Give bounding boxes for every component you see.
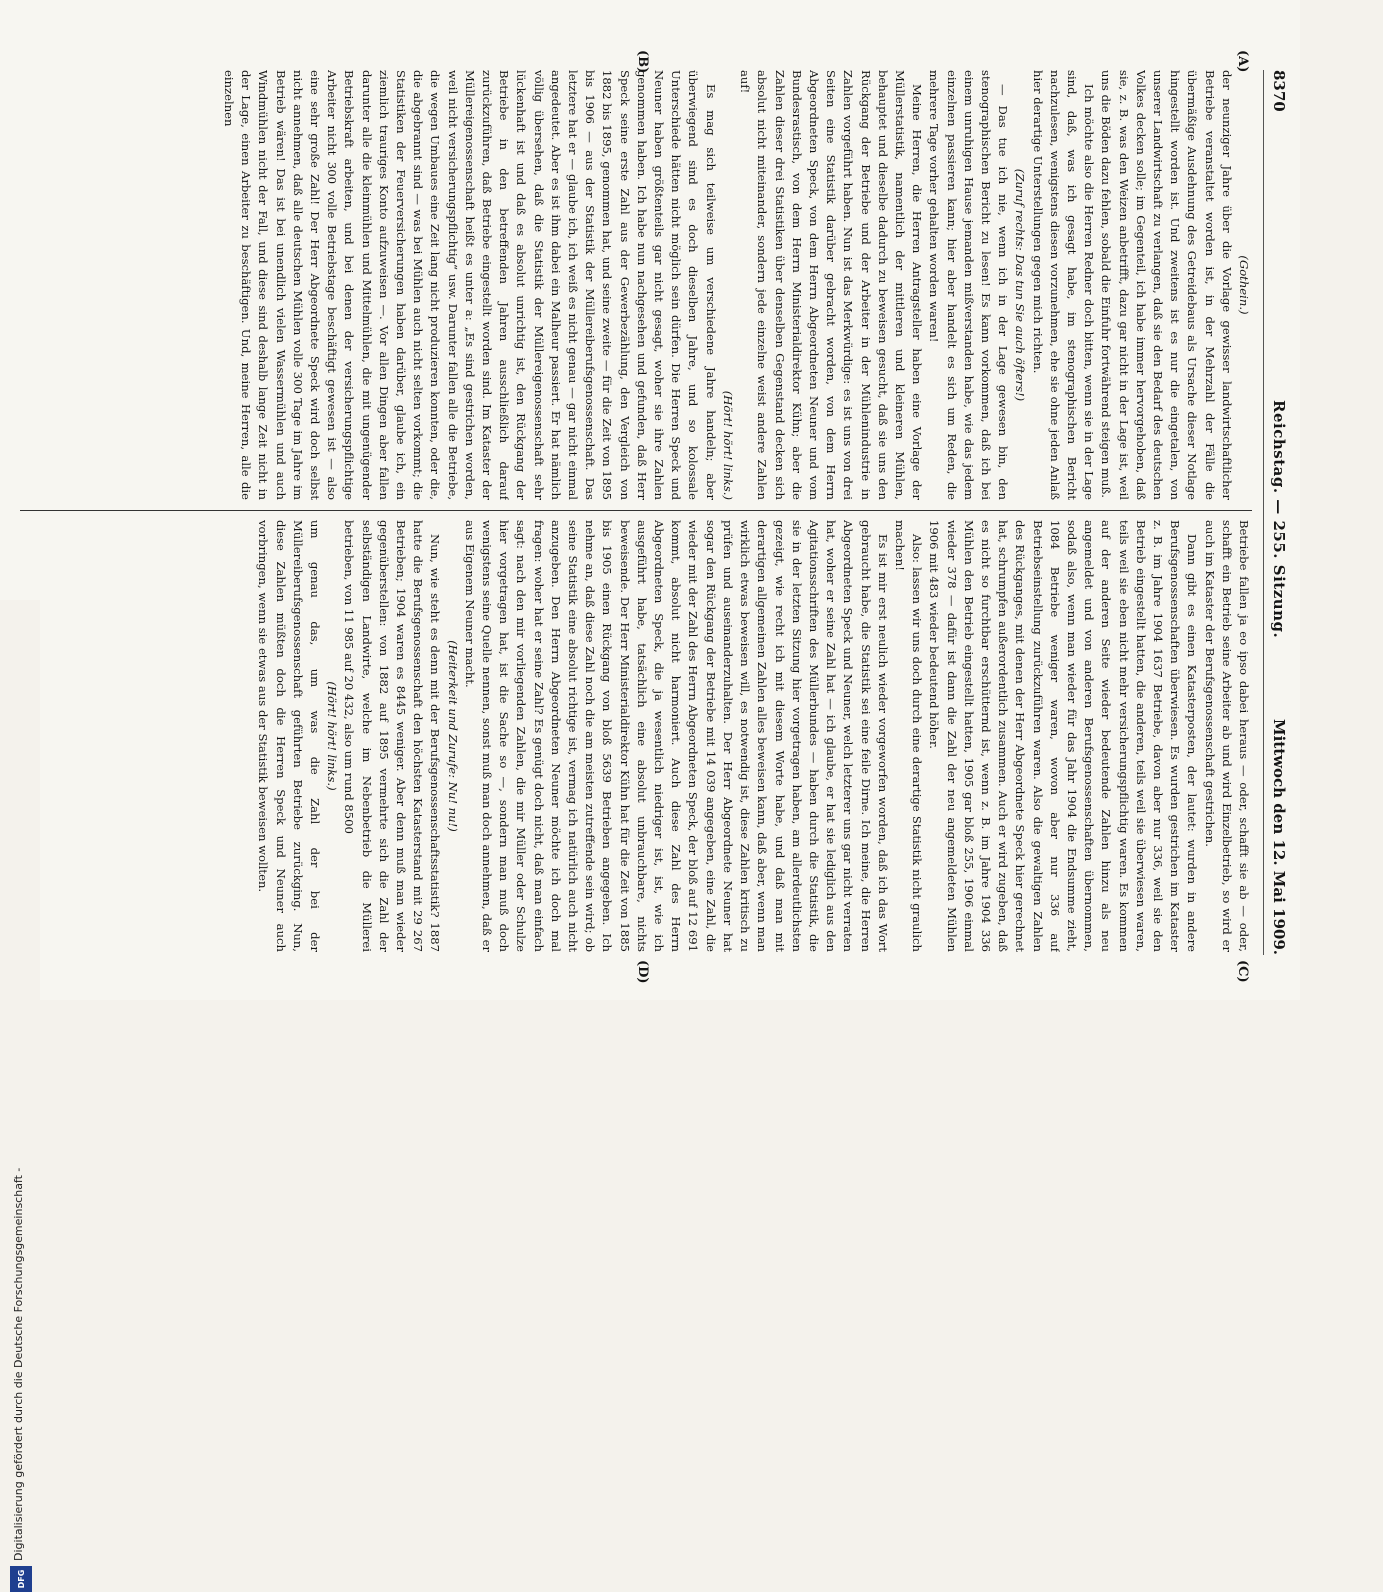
margin-marker-c: (C) <box>1235 960 1250 983</box>
paragraph: der neunziger Jahre über die Vorlage gewisser landwirtschaftlicher Betriebe veranstaltet worden ist, in der Mehrzahl der Fälle die übermäßige Ausdehnung des Getreidebaus als Ursache dieser Notlage hingestellt worden ist. Und zweitens ist es nur die eingetalen, von unserer Landwirtschaft zu verlangen, daß sie den Bedarf des deutschen Volkes decken solle; im Gegenteil, ich habe immer hervorgehoben, daß sie, z. B. was den Weizen anbetrifft, dazu gar nicht in der Lage ist, weil uns die Böden dazu fehlen, sobald die Einfuhr fortwährend steigen muß. <box>1099 70 1234 500</box>
interjection: (Hört! hört! links.) <box>720 390 735 500</box>
session-date: Mittwoch den 12. Mai 1909. <box>1270 718 1288 955</box>
paragraph: Betriebe fallen ja eo ipso dabei heraus — oder, schafft sie ab — oder, schafft ein Betrieb seine Arbeiter ab und wird Einzelbetrieb, so wird er auch im Kataster der Berufsgenossenschaft gestrichen. <box>1202 520 1251 952</box>
paragraph: — Das tue ich nie, wenn ich in der Lage gewesen bin, den stenographischen Bericht zu lesen! Es kann vorkommen, daß ich bei einem unruhigen Hause jemanden mißverstanden habe, wie das jedem einzelnen passieren kann; hier aber handelt es sich um Reden, die mehrere Tage vorher gehalten worden waren! <box>927 70 1011 500</box>
paragraph: Meine Herren, die Herren Antragsteller haben eine Vorlage der Müllerstatistik, namentlich der mittleren und kleineren Mühlen, behauptet und dieselbe dadurch zu beweisen gesucht, daß sie uns den Rückgang der Betriebe und der Arbeiter in der Mühlenindustrie in Zahlen vorgeführt haben. Nun ist das Merkwürdige: es ist uns von drei Seiten eine Statistik darüber gebracht worden, von dem Herrn Abgeordneten Speck, von dem Herrn Abgeordneten Neuner und vom Bundesrastisch, von dem Herrn Ministerialdirektor Kühn; aber die Zahlen dieser drei Statistiken über denselben Gegenstand decken sich absolut nicht miteinander, sondern jede einzelne weist andere Zahlen auf! <box>738 70 925 500</box>
interjection: (Heiterkeit und Zurufe: Nu! nu!) <box>445 640 460 832</box>
paragraph: Also: lassen wir uns doch durch eine derartige Statistik nicht graulich machen! <box>892 520 925 952</box>
speaker-label: (Gothein.) <box>1237 255 1251 315</box>
interjection: (Zuruf rechts: Das tun Sie auch öfters!) <box>1013 168 1028 402</box>
credit-sidebar <box>0 600 40 1589</box>
dfg-logo-icon: DFG <box>10 1566 32 1592</box>
page-number: 8370 <box>1270 70 1288 112</box>
paragraph: Es mag sich teilweise um verschiedene Jahre handeln; aber überwiegend sind es doch dieselben Jahre, und so kolossale Unterschiede hätten nicht möglich sein dürfen. Die Herren Speck und Neuner haben größtenteils gar nicht gesagt, woher sie ihre Zahlen genommen haben. Ich habe nun nachgesehen und gefunden, daß Herr Speck seine erste Zahl aus der Gewerbezählung, den Vergleich von 1882 bis 1895, genommen hat, und seine zweite — für die Zeit von 1895 bis 1906 — aus der Statistik der Müllereiberufsgenossenschaft. Das letztere hat er — glaube ich, ich weiß es nicht genau — gar nicht einmal angedeutet. Aber es ist ihm dabei ein Malheur passiert. Er hat nämlich völlig übersehen, daß die Statistik der Müllereigenossenschaft sehr lückenhaft ist und daß es absolut unrichtig ist, den Rückgang der Betriebe in den betreffenden Jahren ausschließlich darauf zurückzuführen, daß Betriebe eingestellt worden sind. Im Kataster der Müllereigenossenschaft heißt es unter a: „Es sind gestrichen worden, weil nicht versicherungspflichtig“ usw. Darunter fallen alle die Betriebe, die wegen Umbaues eine Zeit lang nicht produzieren konnten, oder die, die abgebrannt sind — was bei Mühlen auch nicht selten vorkommt; die Statistiken der Feuerversicherungen haben darüber, glaube ich, ein ziemlich trauriges Konto aufzuweisen —. Vor allen Dingen aber fallen darunter alle die kleinmühlen und Mittelmühlen, die mit ungenügender Betriebskraft arbeiten, und bei denen der versicherungspflichtige Arbeiter nicht 300 volle Betriebstage beschäftigt gewesen ist — also eine sehr große Zahl! Der Herr Abgeordnete Speck wird doch selbst nicht annehmen, daß alle deutschen Mühlen volle 300 Tage im Jahre im Betrieb wären! Das ist bei unendlich vielen Wassermühlen und auch Windmühlen nicht der Fall, und diese sind deshalb lange Zeit nicht in der Lage, einen Arbeiter zu beschäftigen. Und, meine Herren, alle die einzelnen <box>222 70 718 500</box>
paragraph: um genau das, um was die Zahl der bei der Müllereiberufsgenossenschaft geführten Betriebe zurückging. Nun, diese Zahlen müßten doch die Herren Speck und Neuner auch vorbringen, wenn sie etwas aus der Statistik beweisen wollten. <box>256 520 323 952</box>
paragraph: Nun, wie steht es denn mit der Berufsgenossenschaftsstatistik? 1887 hatte die Berufsgenossenschaft den höchsten Katasterstand mit 29 267 Betrieben; 1904 waren es 8445 weniger. Aber denn muß man wieder gegenüberstellen: von 1882 auf 1895 vermehrte sich die Zahl der selbständigen Landwirte, welche im Nebenbetrieb die Müllerei betrieben, von 11 985 auf 20 432, also um rund 8500 <box>342 520 443 952</box>
paragraph: Ich möchte also die Herren Redner doch bitten, wenn sie in der Lage sind, daß, was ich gesagt habe, im stenographischen Bericht nachzulesen, wenigstens diesen vorzunehmen, ehe sie ohne jeden Anlaß hier derartige Unterstellungen gegen mich richten. <box>1030 70 1097 500</box>
paragraph: Dann gibt es einen Katasterposten, der lautet: wurden in andere Berufsgenossenschaften überwiesen. Es wurden gestrichen im Kataster z. B. im Jahre 1904 1637 Betriebe, davon aber nur 336, weil sie den Betrieb eingestellt hatten, die anderen, teils weil sie überwiesen waren, teils weil sie eben nicht mehr versicherungspflichtig waren. Es kommen auf der anderen Seite wieder bedeutende Zahlen hinzu als neu angemeldet und von anderen Berufsgenossenschaften übernommen, sodaß also, wenn man wieder für das Jahr 1904 die Endsumme zieht, 1084 Betriebe weniger waren, wovon aber nur 336 auf Betriebseinstellung zurückzuführen waren. Also die gewaltigen Zahlen des Rückganges, mit denen der Herr Abgeordnete Speck hier gerechnet hat, schrumpfen außerordentlich zusammen. Auch er wird zugeben, daß es nicht so furchtbar erschütternd ist, wenn z. B. im Jahre 1904 336 Mühlen den Betrieb eingestellt hatten, 1905 gar bloß 255, 1906 einmal wieder 378 — dafür ist dann die Zahl der neu angemeldeten Mühlen 1906 mit 483 wieder bedeutend höher. <box>927 520 1200 952</box>
text-column-right <box>30 520 1252 952</box>
text-column-left <box>30 70 1252 500</box>
margin-marker-a: (A) <box>1235 50 1250 73</box>
column-divider <box>20 510 1252 511</box>
paragraph: Es ist mir erst neulich wieder vorgeworfen worden, daß ich das Wort gebraucht habe, die Statistik sei eine feile Dirne. Ich meine, die Herren Abgeordneten Speck und Neuner, welch letzterer uns gar nicht verraten hat, woher er seine Zahl hat — ich glaube, er hat sie lediglich aus den Agitationsschriften des Müllerbundes — haben durch die Statistik, die sie in der letzten Sitzung hier vorgetragen haben, am allerdeutlichsten gezeigt, wie recht ich mit diesem Worte habe, und daß man mit derartigen allgemeinen Zahlen alles beweisen kann, daß aber, wenn man wirklich etwas beweisen will, es notwendig ist, diese Zahlen kritisch zu prüfen und auseinanderzuhalten. Der Herr Abgeordnete Neuner hat sogar den Rückgang der Betriebe mit 14 039 angegeben, eine Zahl, die wieder mit der Zahl des Herrn Abgeordneten Speck, der bloß auf 12 691 kommt, absolut nicht harmoniert. Auch diese Zahl des Herrn Abgeordneten Speck, die ja wesentlich niedriger ist, ist, wie ich ausgeführt habe, tatsächlich eine absolut unbrauchbare, nichts beweisende. Der Herr Ministerialdirektor Kühn hat für die Zeit von 1885 bis 1905 einen Rückgang von bloß 5639 Betrieben angegeben. Ich nehme an, daß diese Zahl noch die am meisten zutreffende sein wird; ob seine Statistik eine absolut richtige ist, vermag ich natürlich auch nicht anzugeben. Den Herrn Abgeordneten Neuner möchte ich doch mal fragen: woher hat er seine Zahl? Es genügt doch nicht, daß man einfach sagt: nach den mir vorliegenden Zahlen, die mir Müller oder Schulze hier vorgetragen hat, ist die Sache so —, sondern man muß doch wenigstens seine Quelle nennen, sonst muß man doch annehmen, daß er aus Eigenem Neuner macht. <box>462 520 890 952</box>
page-header <box>1263 70 1290 955</box>
interjection: (Hört! hört! links.) <box>325 681 340 791</box>
digitization-credit: Digitalisierung gefördert durch die Deutsche Forschungsgemeinschaft - <box>12 1167 25 1561</box>
margin-marker-d: (D) <box>635 960 650 984</box>
session-title: Reichstag. — 255. Sitzung. <box>1270 400 1288 639</box>
margin-marker-b: (B) <box>635 50 650 74</box>
